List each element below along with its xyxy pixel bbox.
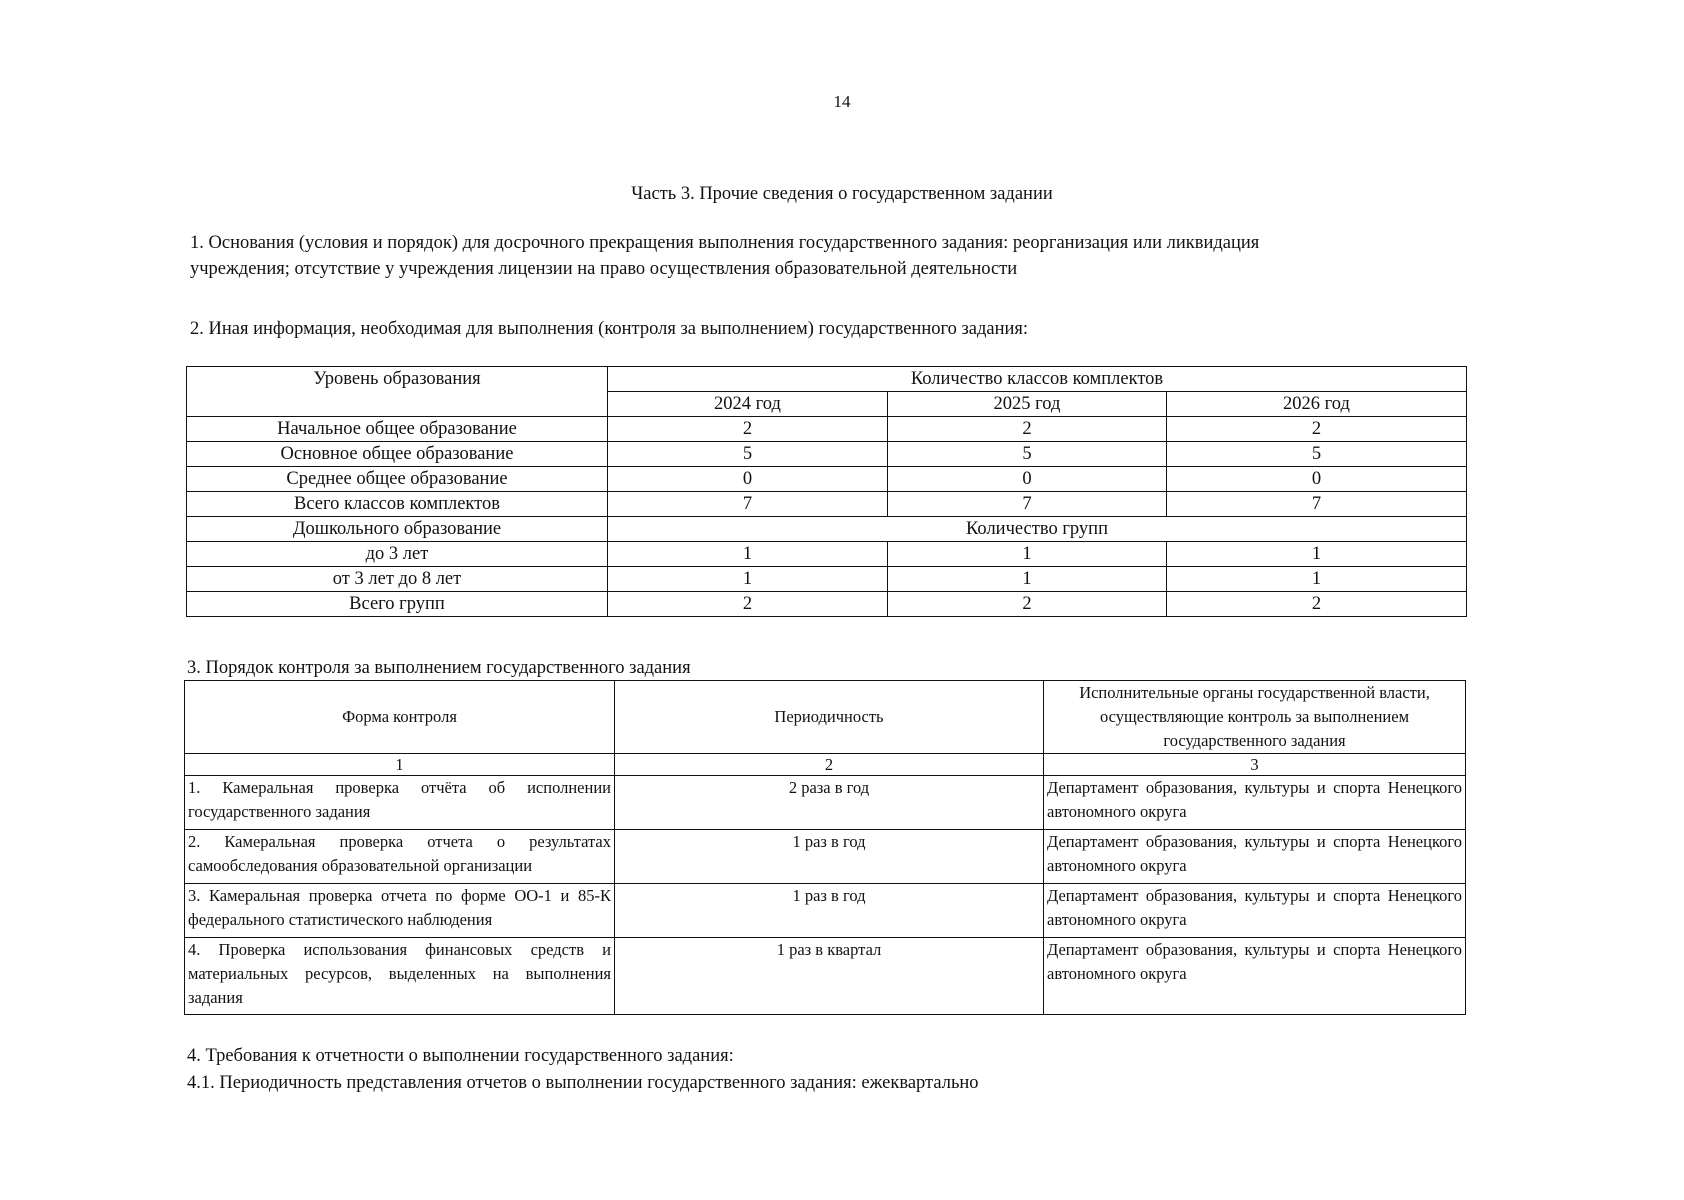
cell-value: 0 xyxy=(888,467,1167,492)
table-row xyxy=(187,542,1467,567)
authority-cell: Департамент образования, культуры и спорта Ненецкого автономного округа xyxy=(1044,884,1466,938)
page-number: 14 xyxy=(833,92,851,111)
row-label: Начальное общее образование xyxy=(187,417,608,442)
cell-value: 2 xyxy=(1167,592,1467,617)
section-3-title: 3. Порядок контроля за выполнением государственного задания xyxy=(187,658,691,678)
row-label: Основное общее образование xyxy=(187,442,608,467)
header-periodicity: Периодичность xyxy=(615,681,1044,754)
periodicity-cell: 1 раз в квартал xyxy=(615,938,1044,1015)
periodicity-cell: 2 раза в год xyxy=(615,776,1044,830)
control-table-header-row xyxy=(185,681,1466,754)
header-control-form: Форма контроля xyxy=(185,681,615,754)
column-number: 3 xyxy=(1044,754,1466,776)
header-year: 2025 год xyxy=(888,392,1167,417)
classes-table xyxy=(186,366,1467,617)
section-1-line-2: учреждения; отсутствие у учреждения лицензии на право осуществления образовательной деятельности xyxy=(190,259,1018,279)
table-row xyxy=(185,884,1466,938)
control-form-cell: 4. Проверка использования финансовых средств и материальных ресурсов, выделенных на выполнения задания xyxy=(185,938,615,1015)
authority-cell: Департамент образования, культуры и спорта Ненецкого автономного округа xyxy=(1044,938,1466,1015)
cell-value: 0 xyxy=(1167,467,1467,492)
control-form-cell: 1. Камеральная проверка отчёта об исполнении государственного задания xyxy=(185,776,615,830)
section-4-1-periodicity: 4.1. Периодичность представления отчетов о выполнении государственного задания: ежеквартально xyxy=(187,1073,979,1093)
cell-value: 1 xyxy=(1167,542,1467,567)
cell-value: 2 xyxy=(888,417,1167,442)
header-authorities: Исполнительные органы государственной власти, осуществляющие контроль за выполнением государственного задания xyxy=(1044,681,1466,754)
section-2-other-info: 2. Иная информация, необходимая для выполнения (контроля за выполнением) государственного задания: xyxy=(190,319,1029,339)
cell-value: 2 xyxy=(1167,417,1467,442)
table-row xyxy=(185,830,1466,884)
cell-value: 1 xyxy=(888,567,1167,592)
section-4-title: 4. Требования к отчетности о выполнении государственного задания: xyxy=(187,1046,734,1066)
control-table-number-row xyxy=(185,754,1466,776)
cell-value: 2 xyxy=(888,592,1167,617)
table-row xyxy=(187,567,1467,592)
header-year: 2024 год xyxy=(608,392,888,417)
cell-value: 5 xyxy=(888,442,1167,467)
header-group-count: Количество групп xyxy=(608,517,1467,542)
cell-value: 1 xyxy=(1167,567,1467,592)
cell-value: 5 xyxy=(608,442,888,467)
table-row xyxy=(185,938,1466,1015)
periodicity-cell: 1 раз в год xyxy=(615,884,1044,938)
cell-value: 5 xyxy=(1167,442,1467,467)
row-label: Среднее общее образование xyxy=(187,467,608,492)
header-education-level: Уровень образования xyxy=(187,367,608,417)
table-row xyxy=(187,467,1467,492)
control-form-cell: 3. Камеральная проверка отчета по форме ОО-1 и 85-К федерального статистического наблюдения xyxy=(185,884,615,938)
table-row xyxy=(187,417,1467,442)
header-class-count: Количество классов комплектов xyxy=(608,367,1467,392)
cell-value: 2 xyxy=(608,592,888,617)
authority-cell: Департамент образования, культуры и спорта Ненецкого автономного округа xyxy=(1044,776,1466,830)
authority-cell: Департамент образования, культуры и спорта Ненецкого автономного округа xyxy=(1044,830,1466,884)
table-row xyxy=(187,592,1467,617)
cell-value: 2 xyxy=(608,417,888,442)
row-label: от 3 лет до 8 лет xyxy=(187,567,608,592)
table-row xyxy=(185,776,1466,830)
cell-value: 7 xyxy=(888,492,1167,517)
part-title: Часть 3. Прочие сведения о государственном задании xyxy=(631,184,1053,204)
cell-value: 0 xyxy=(608,467,888,492)
cell-value: 7 xyxy=(1167,492,1467,517)
cell-value: 1 xyxy=(608,542,888,567)
header-year: 2026 год xyxy=(1167,392,1467,417)
preschool-header-row xyxy=(187,517,1467,542)
periodicity-cell: 1 раз в год xyxy=(615,830,1044,884)
row-label: до 3 лет xyxy=(187,542,608,567)
preschool-label: Дошкольного образование xyxy=(187,517,608,542)
cell-value: 1 xyxy=(888,542,1167,567)
table-row xyxy=(187,492,1467,517)
row-label: Всего групп xyxy=(187,592,608,617)
row-label: Всего классов комплектов xyxy=(187,492,608,517)
control-form-cell: 2. Камеральная проверка отчета о результатах самообследования образовательной организации xyxy=(185,830,615,884)
control-table xyxy=(184,680,1466,1015)
cell-value: 7 xyxy=(608,492,888,517)
table-row xyxy=(187,442,1467,467)
classes-table-header-row xyxy=(187,367,1467,392)
section-1-termination-grounds xyxy=(190,230,1480,282)
column-number: 2 xyxy=(615,754,1044,776)
section-1-line-1: 1. Основания (условия и порядок) для досрочного прекращения выполнения государственного задания: реорганизация или ликвидация xyxy=(190,233,1260,253)
column-number: 1 xyxy=(185,754,615,776)
cell-value: 1 xyxy=(608,567,888,592)
